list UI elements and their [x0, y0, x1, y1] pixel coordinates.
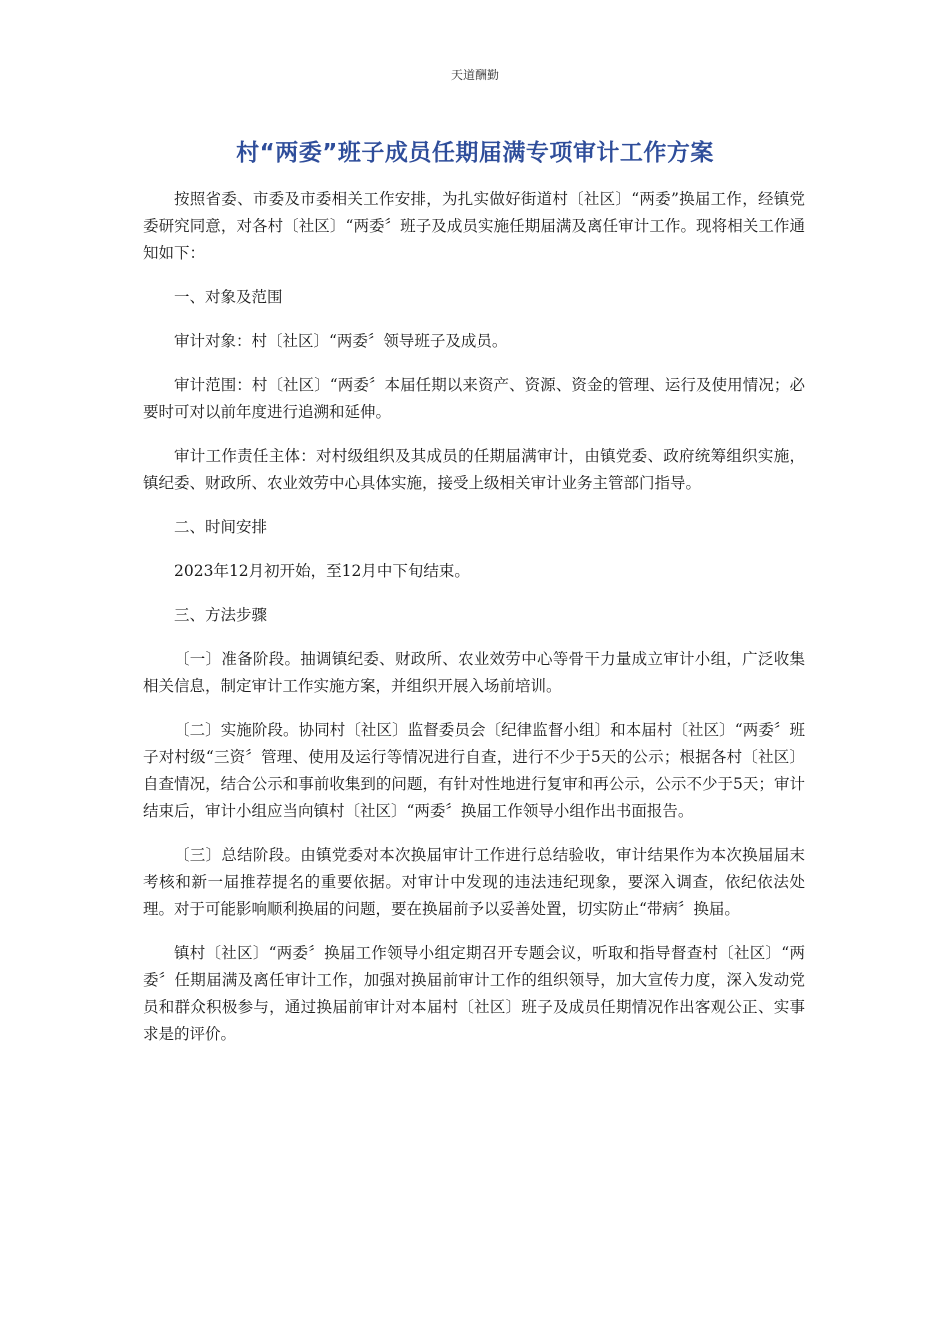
paragraph-schedule: 2023年12月初开始，至12月中下旬结束。: [174, 562, 470, 580]
paragraph-step-implement: 〔二〕实施阶段。协同村〔社区〕监督委员会〔纪律监督小组〕和本届村〔社区〕“两委〞班子对村级“三资〞管理、使用及运行等情况进行自查，进行不少于5天的公示；根据各村〔社区〕自查情况，结合公示和事前收集到的问题，有针对性地进行复审和再公示，公示不少于5天；审计结束后，审计小组应当向镇村〔社区〕“两委〞换届工作领导小组作出书面报告。: [143, 721, 805, 820]
paragraph-step-summary: 〔三〕总结阶段。由镇党委对本次换届审计工作进行总结验收，审计结果作为本次换届届末考核和新一届推荐提名的重要依据。对审计中发现的违法违纪现象，要深入调查，依纪依法处理。对于可能影响顺利换届的问题，要在换届前予以妥善处置，切实防止“带病〞换届。: [143, 846, 805, 918]
document-title: 村“两委”班子成员任期届满专项审计工作方案: [236, 140, 714, 166]
paragraph-leadership: 镇村〔社区〕“两委〞换届工作领导小组定期召开专题会议，听取和指导督查村〔社区〕“两委〞任期届满及离任审计工作，加强对换届前审计工作的组织领导，加大宣传力度，深入发动党员和群众积极参与，通过换届前审计对本届村〔社区〕班子及成员任期情况作出客观公正、实事求是的评价。: [143, 944, 805, 1043]
page-header: 天道酬勤: [450, 68, 499, 82]
section-heading-schedule: 二、时间安排: [174, 518, 268, 536]
section-heading-scope: 一、对象及范围: [174, 288, 283, 306]
paragraph-audit-target: 审计对象：村〔社区〕“两委〞领导班子及成员。: [174, 332, 508, 350]
paragraph-step-prepare: 〔一〕准备阶段。抽调镇纪委、财政所、农业效劳中心等骨干力量成立审计小组，广泛收集相关信息，制定审计工作实施方案，并组织开展入场前培训。: [143, 650, 805, 695]
intro-paragraph: 按照省委、市委及市委相关工作安排，为扎实做好街道村〔社区〕“两委”换届工作，经镇党委研究同意，对各村〔社区〕“两委〞班子及成员实施任期届满及离任审计工作。现将相关工作通知如下：: [143, 190, 805, 262]
paragraph-audit-responsibility: 审计工作责任主体：对村级组织及其成员的任期届满审计，由镇党委、政府统筹组织实施，镇纪委、财政所、农业效劳中心具体实施，接受上级相关审计业务主管部门指导。: [143, 447, 805, 492]
document-body: [143, 186, 805, 1065]
section-heading-steps: 三、方法步骤: [174, 606, 268, 624]
paragraph-audit-range: 审计范围：村〔社区〕“两委〞本届任期以来资产、资源、资金的管理、运行及使用情况；必要时可对以前年度进行追溯和延伸。: [143, 376, 805, 421]
